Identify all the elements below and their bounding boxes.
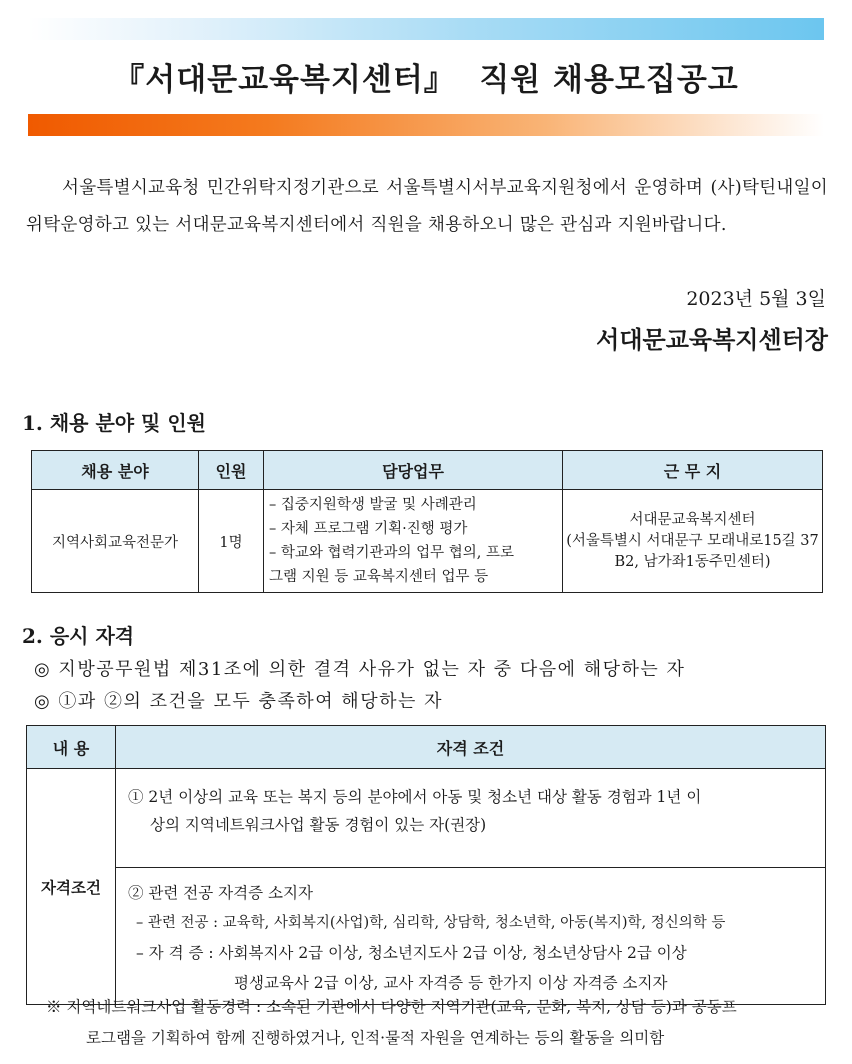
- header-content: 내 용: [27, 726, 116, 769]
- condition-text: 평생교육사 2급 이상, 교사 자격증 등 한가지 이상 자격증 소지자: [234, 974, 668, 992]
- condition-1: [116, 769, 826, 868]
- header-condition: 자격 조건: [116, 726, 826, 769]
- qualification-line-1: ◎ 지방공무원법 제31조에 의한 결격 사유가 없는 자 중 다음에 해당하는 자: [34, 659, 686, 680]
- condition-text: ① 2년 이상의 교육 또는 복지 등의 분야에서 아동 및 청소년 대상 활동 경험과 1년 이: [128, 788, 702, 806]
- footnote: [46, 992, 830, 1054]
- qualification-table: [26, 725, 826, 1005]
- section2-heading: 2. 응시 자격: [22, 624, 135, 648]
- intro-text: 서울특별시교육청 민간위탁지정기관으로 서울특별시서부교육지원청에서 운영하며 (사)탁틴내일이 위탁운영하고 있는 서대문교육복지센터에서 직원을 채용하오니 많은 관심과 지원바랍니다.: [26, 178, 828, 235]
- condition-text: ② 관련 전공 자격증 소지자: [128, 884, 313, 902]
- header-duties: 담당업무: [264, 451, 563, 490]
- location-address: (서울특별시 서대문구 모래내로15길 37: [566, 532, 819, 549]
- title-underline-bar: [28, 114, 824, 136]
- signer-name: 서대문교육복지센터장: [596, 325, 828, 354]
- recruitment-table: [31, 450, 823, 593]
- header-count: 인원: [199, 451, 264, 490]
- cell-location: [563, 490, 823, 593]
- condition-text: 상의 지역네트워크사업 활동 경험이 있는 자(권장): [150, 816, 487, 834]
- header-location: 근 무 지: [563, 451, 823, 490]
- duty-line: – 자체 프로그램 기획·진행 평가: [269, 521, 468, 537]
- location-name: 서대문교육복지센터: [629, 511, 756, 528]
- location-address: B2, 남가좌1동주민센터): [614, 553, 771, 570]
- duty-line: – 학교와 협력기관과의 업무 협의, 프로: [269, 545, 515, 561]
- duty-line: – 집중지원학생 발굴 및 사례관리: [269, 497, 477, 513]
- section1-heading: 1. 채용 분야 및 인원: [22, 411, 206, 435]
- footnote-line: ※ 지역네트워크사업 활동경력 : 소속된 기관에서 다양한 지역기관(교육, 문화, 복지, 상담 등)과 공동프: [46, 998, 737, 1016]
- table-row: [27, 868, 826, 1005]
- qualification-line-2: ◎ ①과 ②의 조건을 모두 충족하여 해당하는 자: [34, 691, 443, 712]
- table-row: [32, 490, 823, 593]
- intro-paragraph: [26, 170, 828, 244]
- condition-text: – 자 격 증 : 사회복지사 2급 이상, 청소년지도사 2급 이상, 청소년상담사 2급 이상: [136, 944, 687, 962]
- cell-label: 자격조건: [27, 769, 116, 1005]
- condition-text: – 관련 전공 : 교육학, 사회복지(사업)학, 심리학, 상담학, 청소년학, 아동(복지)학, 정신의학 등: [136, 915, 726, 931]
- duty-line: 그램 지원 등 교육복지센터 업무 등: [269, 569, 489, 585]
- header-field: 채용 분야: [32, 451, 199, 490]
- condition-2: [116, 868, 826, 1005]
- cell-field: 지역사회교육전문가: [32, 490, 199, 593]
- table-header-row: [27, 726, 826, 769]
- table-header-row: [32, 451, 823, 490]
- page-title: 『서대문교육복지센터』 직원 채용모집공고: [113, 62, 739, 98]
- cell-duties: [264, 490, 563, 593]
- cell-count: 1명: [199, 490, 264, 593]
- announcement-date: 2023년 5월 3일: [686, 288, 826, 310]
- top-decorative-bar: [28, 18, 824, 40]
- table-row: [27, 769, 826, 868]
- footnote-line: 로그램을 기획하여 함께 진행하였거나, 인적·물적 자원을 연계하는 등의 활동을 의미함: [86, 1029, 665, 1047]
